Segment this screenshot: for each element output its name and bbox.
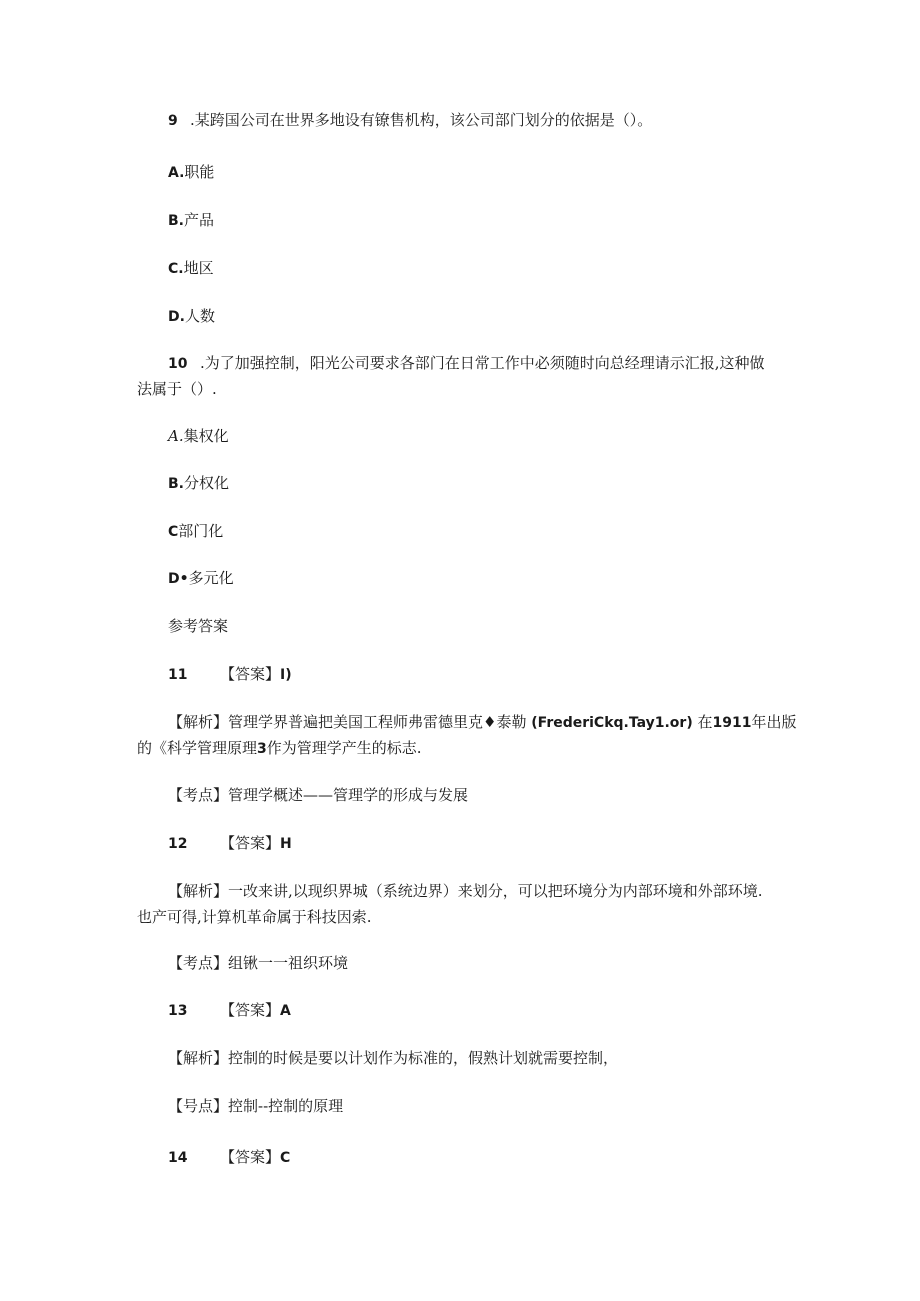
answer-11 (168, 663, 292, 686)
answer-value: C (280, 1150, 291, 1166)
analysis-text: (FrederiCkq.Tay1.or) (531, 715, 693, 731)
question-10-continued (137, 378, 217, 400)
analysis-text: 管理学界普遍把美国工程师弗雷德里克♦泰勒 (228, 713, 527, 731)
question-text: .某跨国公司在世界多地设有镣售机构，该公司部门划分的依据是（）。 (190, 111, 653, 129)
analysis-text: 的《科学管理原理 (137, 739, 258, 757)
answer-12 (168, 832, 292, 855)
answer-14 (168, 1146, 290, 1169)
answer-13 (168, 999, 291, 1022)
analysis-11 (168, 711, 797, 734)
answer-number: 14 (168, 1150, 188, 1166)
point-text: 控制--控制的原理 (228, 1097, 344, 1115)
answers-heading: 参考答案 (168, 617, 229, 635)
analysis-12 (168, 880, 763, 902)
analysis-text: 控制的时候是要以计划作为标准的，假熟计划就需要控制， (228, 1049, 619, 1067)
analysis-11-continued (137, 737, 422, 760)
question-10 (168, 352, 765, 375)
question-number: 10 (168, 356, 188, 372)
option-text: 分权化 (184, 474, 230, 492)
point-text: 管理学概述——管理学的形成与发展 (228, 786, 469, 804)
analysis-text: 作为管理学产生的标志. (266, 739, 422, 757)
option-text: 地区 (183, 259, 214, 277)
analysis-text: 年出版 (751, 713, 797, 731)
option-text: 职能 (184, 163, 215, 181)
option-d (168, 305, 215, 328)
option-c (168, 257, 214, 280)
analysis-text: 3 (257, 741, 267, 757)
option-letter: B. (168, 476, 184, 492)
option-b (168, 472, 229, 495)
option-letter: D• (168, 571, 189, 587)
analysis-12-continued (137, 906, 372, 928)
question-number: 9 (168, 113, 178, 129)
option-text: 多元化 (188, 569, 234, 587)
option-text: 部门化 (178, 522, 224, 540)
answer-value: I) (280, 667, 292, 683)
option-text: 集权化 (183, 427, 229, 445)
answer-label: 【答案】 (220, 1148, 281, 1166)
option-text: 人数 (184, 307, 215, 325)
analysis-text: 也产可得,计算机革命属于科技因索. (137, 908, 372, 926)
option-letter: C (168, 524, 179, 540)
answer-label: 【答案】 (220, 834, 281, 852)
answer-value: A (280, 1003, 291, 1019)
option-text: 产品 (184, 211, 215, 229)
point-label: 【考点】 (168, 954, 229, 972)
analysis-label: 【解析】 (168, 882, 229, 900)
analysis-text: 一改来讲,以现织界城（系统边界）来划分，可以把环境分为内部环境和外部环境. (228, 882, 763, 900)
answer-label: 【答案】 (220, 665, 281, 683)
option-letter: D. (168, 309, 185, 325)
point-13 (168, 1095, 343, 1117)
option-c (168, 520, 223, 543)
question-text: 法属于（）. (137, 380, 217, 398)
point-11 (168, 784, 468, 806)
option-letter: A. (168, 165, 185, 181)
analysis-13 (168, 1047, 618, 1069)
option-a (168, 425, 229, 447)
point-label: 【号点】 (168, 1097, 229, 1115)
question-9 (168, 109, 652, 132)
point-12 (168, 952, 348, 974)
option-letter: C. (168, 261, 184, 277)
analysis-label: 【解析】 (168, 1049, 229, 1067)
point-label: 【考点】 (168, 786, 229, 804)
option-d (168, 567, 234, 590)
analysis-label: 【解析】 (168, 713, 229, 731)
answer-number: 11 (168, 667, 188, 683)
point-text: 组锹一一祖织环境 (228, 954, 349, 972)
answer-number: 13 (168, 1003, 188, 1019)
option-letter: A. (168, 427, 184, 445)
answer-label: 【答案】 (220, 1001, 281, 1019)
option-b (168, 209, 214, 232)
question-text: .为了加强控制，阳光公司要求各部门在日常工作中必须随时向总经理请示汇报,这种做 (200, 354, 765, 372)
analysis-text: 1911 (712, 715, 752, 731)
option-letter: B. (168, 213, 184, 229)
answer-value: H (280, 836, 292, 852)
answer-number: 12 (168, 836, 188, 852)
analysis-text: 在 (697, 713, 713, 731)
option-a (168, 161, 214, 184)
